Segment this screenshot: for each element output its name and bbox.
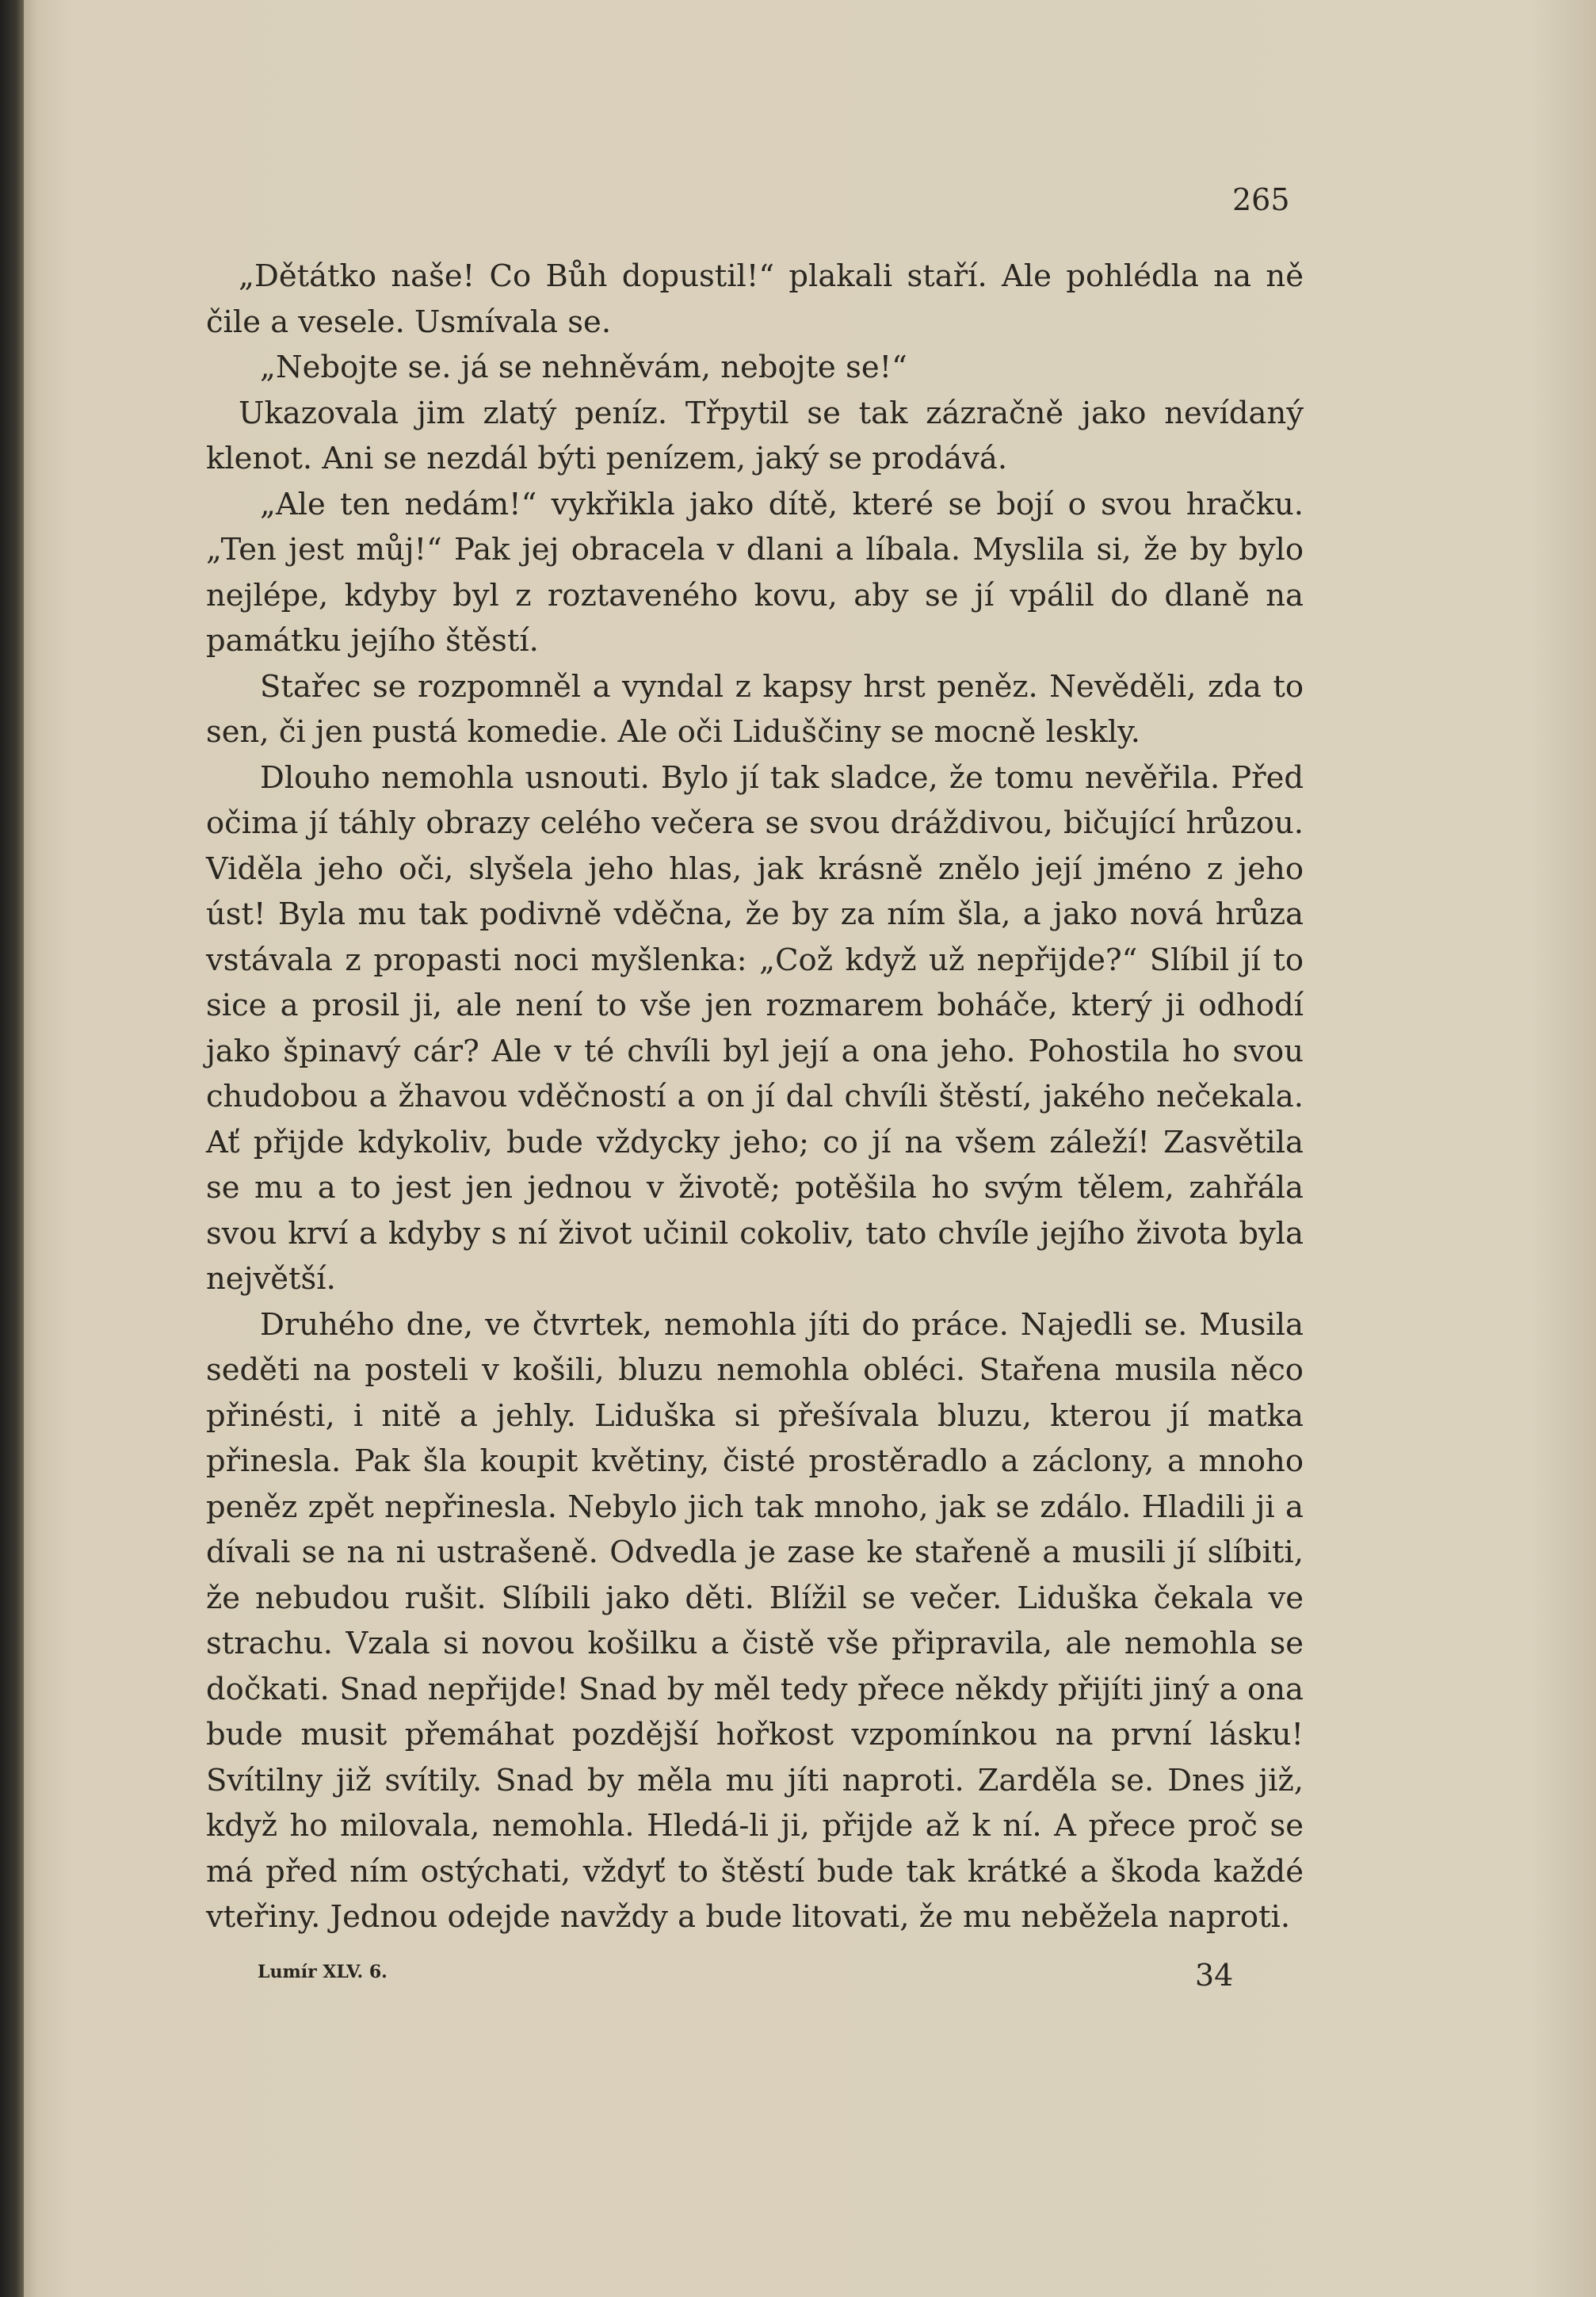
paragraph-7: Druhého dne, ve čtvrtek, nemohla jíti do práce. Najedli se. Musila seděti na posteli v košili, bluzu nemohla obléci. Stařena musila něco přinésti, i nitě a jehly. Liduška si přešívala bluzu, kterou jí matka přinesla. Pak šla koupit květiny, čisté prostěradlo a záclony, a mnoho peněz zpět nepřinesla. Nebylo jich tak mnoho, jak se zdálo. Hladili ji a dívali se na ni ustrašeně. Odvedla je zase ke stařeně a musili jí slíbiti, že nebudou rušit. Slíbili jako děti. Blížil se večer. Liduška čekala ve strachu. Vzala si novou košilku a čistě vše připravila, ale nemohla se dočkati. Snad nepřijde! Snad by měl tedy přece někdy přijíti jiný a ona bude musit přemáhat pozdější hořkost vzpomínkou na první lásku! Svítilny již svítily. Snad by měla mu jíti naproti. Zarděla se. Dnes již, když ho milovala, nemohla. Hledá-li ji, přijde až k ní. A přece proč se má před ním ostýchati, vždyť to štěstí bude tak krátké a škoda každé vteřiny. Jednou odejde navždy a bude litovati, že mu neběžela naproti. (206, 1306, 1304, 1935)
paragraph-2: „Nebojte se. já se nehněvám, nebojte se!“ (260, 350, 907, 385)
book-page (24, 0, 1596, 2297)
journal-footer: Lumír XLV. 6. (258, 1962, 388, 1982)
paragraph-5: Stařec se rozpomněl a vyndal z kapsy hrst peněz. Nevěděli, zda to sen, či jen pustá komedie. Ale oči Liduščiny se mocně leskly. (206, 668, 1304, 750)
paragraph-4: „Ale ten nedám!“ vykřikla jako dítě, které se bojí o svou hračku. „Ten jest můj!“ Pak jej obracela v dlani a líbala. Myslila si, že by bylo nejlépe, kdyby byl z roztaveného kovu, aby se jí vpálil do dlaně na památku jejího štěstí. (206, 486, 1304, 659)
body-text (206, 254, 1304, 1940)
paragraph-6: Dlouho nemohla usnouti. Bylo jí tak sladce, že tomu nevěřila. Před očima jí táhly obrazy celého večera se svou dráždivou, bičující hrůzou. Viděla jeho oči, slyšela jeho hlas, jak krásně znělo její jméno z jeho úst! Byla mu tak podivně vděčna, že by za ním šla, a jako nová hrůza vstávala z propasti noci myšlenka: „Což když už nepřijde?“ Slíbil jí to sice a prosil ji, ale není to vše jen rozmarem boháče, který ji odhodí jako špinavý cár? Ale v té chvíli byl její a ona jeho. Pohostila ho svou chudobou a žhavou vděčností a on jí dal chvíli štěstí, jakého nečekala. Ať přijde kdykoliv, bude vždycky jeho; co jí na všem záleží! Zasvětila se mu a to jest jen jednou v životě; potěšila ho svým tělem, zahřála svou krví a kdyby s ní život učinil cokoliv, tato chvíle jejího života byla největší. (206, 759, 1304, 1297)
page-number: 265 (1232, 182, 1290, 217)
book-spine-edge (0, 0, 24, 2297)
paragraph-3: Ukazovala jim zlatý peníz. Třpytil se tak zázračně jako nevídaný klenot. Ani se nezdál býti penízem, jaký se prodává. (206, 395, 1304, 476)
paragraph-1: „Dětátko naše! Co Bůh dopustil!“ plakali staří. Ale pohlédla na ně čile a vesele. Usmívala se. (206, 258, 1304, 340)
signature-mark: 34 (1195, 1958, 1234, 1993)
